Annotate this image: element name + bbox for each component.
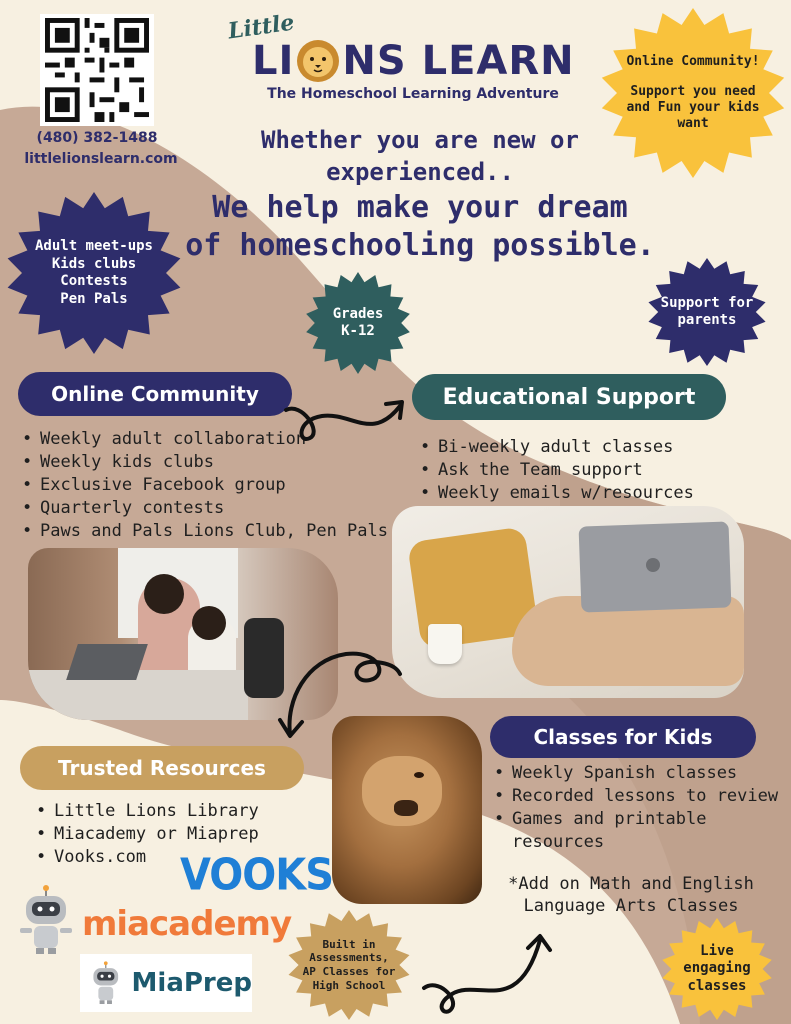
- burst-line: AP Classes for: [302, 965, 396, 978]
- headline-line2: experienced..: [326, 158, 514, 186]
- headline-line1: Whether you are new or: [261, 126, 579, 154]
- list-item: • Ask the Team support: [418, 459, 694, 482]
- headline-line3: We help make your dream: [212, 190, 628, 225]
- burst-line: Support for: [660, 294, 754, 311]
- burst-line: Assessments,: [309, 951, 389, 965]
- list-item: • Weekly kids clubs: [20, 451, 388, 474]
- contact-website[interactable]: littlelionslearn.com: [24, 151, 178, 167]
- trusted-resources-header: Trusted Resources: [20, 746, 304, 790]
- list-item: • Weekly adult collaboration: [20, 428, 388, 451]
- laptop-shape: [66, 644, 148, 680]
- miacademy-logo: miacademy: [82, 904, 292, 944]
- burst-line: classes: [687, 977, 747, 994]
- online-community-burst: [598, 8, 788, 178]
- assessments-burst: [286, 910, 412, 1020]
- qr-code[interactable]: [40, 14, 154, 126]
- cub-eye-shape: [414, 772, 424, 778]
- adult-meetups-burst: [4, 192, 184, 354]
- burst-line: Kids clubs: [51, 255, 137, 272]
- vooks-logo: VOOKS: [180, 849, 334, 901]
- brand-name-part1: LI: [252, 38, 295, 84]
- child-hair: [192, 606, 226, 640]
- list-item: • Games and printable: [492, 808, 778, 831]
- curly-arrow-icon: [282, 392, 412, 462]
- burst-line: want: [677, 116, 709, 132]
- brand-little: Little: [226, 9, 297, 45]
- list-item: • Bi-weekly adult classes: [418, 436, 694, 459]
- miaprep-logo: [80, 954, 252, 1012]
- list-item: • Miacademy or Miaprep: [34, 823, 259, 846]
- headline-line4: of homeschooling possible.: [185, 228, 655, 263]
- burst-line: Contests: [60, 273, 128, 289]
- addon-note-line2: Language Arts Classes: [523, 896, 739, 916]
- photo-lion-cubs: [332, 716, 482, 904]
- addon-note-line1: *Add on Math and English: [508, 874, 754, 894]
- robot-mascot-icon: [14, 884, 78, 956]
- robot-mascot-icon: [86, 957, 126, 1009]
- list-item: • Quarterly contests: [20, 497, 388, 520]
- apple-icon: [646, 558, 660, 572]
- classes-for-kids-header: Classes for Kids: [490, 716, 756, 758]
- lion-face-icon: [296, 39, 340, 83]
- list-item: • Weekly emails w/resources: [418, 482, 694, 505]
- classes-for-kids-list: [492, 762, 778, 854]
- burst-line: Grades: [332, 305, 384, 322]
- list-item: • Weekly Spanish classes: [492, 762, 778, 785]
- burst-line: Adult meet-ups: [34, 238, 153, 254]
- burst-line: parents: [677, 312, 737, 328]
- list-item: • Vooks.com: [34, 846, 259, 869]
- list-item: • Paws and Pals Lions Club, Pen Pals: [20, 520, 388, 543]
- burst-line: Pen Pals: [60, 290, 128, 307]
- list-item: • Exclusive Facebook group: [20, 474, 388, 497]
- brand-name-part2: NS LEARN: [342, 38, 575, 84]
- live-classes-burst: [660, 918, 774, 1020]
- burst-line: Live: [700, 942, 734, 959]
- brand-logo: [252, 38, 575, 84]
- burst-line: Online Community!: [626, 53, 760, 69]
- cub-nose-shape: [394, 800, 418, 816]
- educational-support-list: [418, 436, 694, 505]
- mug-shape: [428, 624, 462, 664]
- brand-tagline: The Homeschool Learning Adventure: [267, 86, 559, 102]
- miaprep-text: MiaPrep: [131, 968, 252, 998]
- desk-shape: [28, 670, 248, 720]
- burst-line: engaging: [683, 960, 751, 977]
- mother-hair: [144, 574, 184, 614]
- curly-arrow-icon: [418, 928, 558, 1020]
- list-item-continued: resources: [512, 832, 605, 852]
- burst-line: and Fun your kids: [626, 100, 760, 115]
- list-item: • Recorded lessons to review: [492, 785, 778, 808]
- grades-burst: [304, 272, 412, 374]
- burst-line: High School: [312, 978, 386, 992]
- contact-phone: (480) 382-1488: [36, 130, 158, 146]
- online-community-header: Online Community: [18, 372, 292, 416]
- parents-burst: [646, 258, 768, 366]
- list-item: • Little Lions Library: [34, 800, 259, 823]
- burst-line: Support you need: [630, 83, 756, 99]
- qr-code-icon: [44, 18, 150, 122]
- burst-line: K-12: [341, 323, 375, 339]
- photo-laptop-lap: [392, 506, 744, 698]
- burst-line: Built in: [322, 937, 376, 951]
- educational-support-header: Educational Support: [412, 374, 726, 420]
